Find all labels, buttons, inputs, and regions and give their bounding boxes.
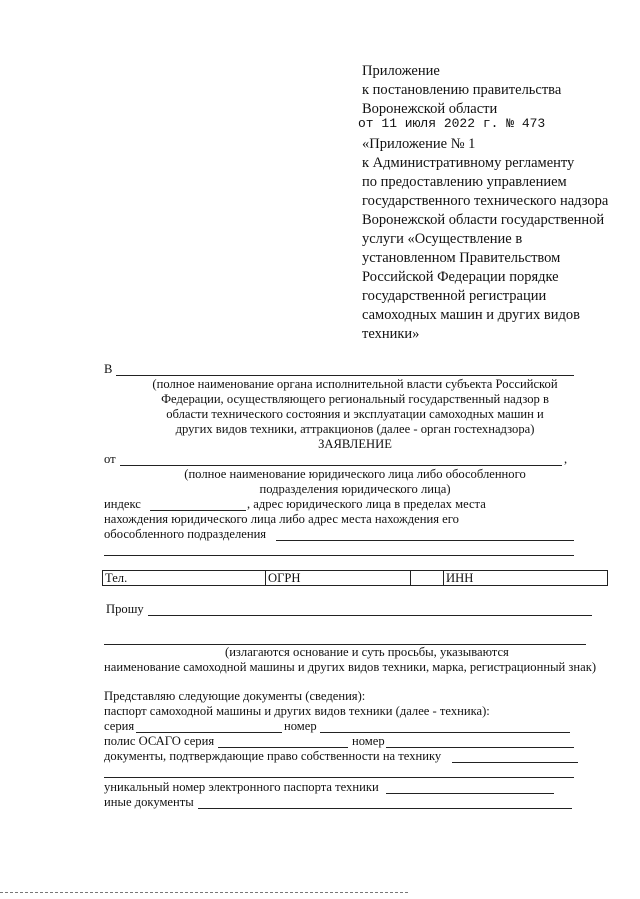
appendix-line-7: установленном Правительством [362,250,561,266]
request-note-2: наименование самоходной машины и других видов техники, марка, регистрационный знак) [104,660,597,674]
appendix-line-6: услуги «Осуществление в [362,231,523,247]
address-field-2[interactable] [104,555,574,556]
request-field-1[interactable] [148,615,592,616]
series-field[interactable] [136,732,282,733]
series-label: серия [104,719,135,733]
address-line-3: обособленного подразделения [104,527,267,541]
to-prefix: В [104,362,113,376]
ogrn-label: ОГРН [268,571,301,585]
epassport-field[interactable] [386,793,554,794]
to-note-1: (полное наименование органа исполнительной власти субъекта Российской [152,377,558,391]
to-field[interactable] [116,375,574,376]
index-field[interactable] [150,510,246,511]
appendix-line-2: к Административному регламенту [362,155,575,171]
address-field-1[interactable] [276,540,574,541]
from-suffix: , [564,452,568,466]
to-note-3: области технического состояния и эксплуатации самоходных машин и [166,407,544,421]
ownership-field-2[interactable] [104,777,574,778]
request-note-1: (излагаются основание и суть просьбы, указываются [225,645,509,659]
appendix-line-11: техники» [362,326,420,342]
appendix-line-1: «Приложение № 1 [362,136,476,152]
header-date-line: от 11 июля 2022 г. № 473 [358,116,546,131]
ownership-field-1[interactable] [452,762,578,763]
to-note-4: других видов техники, аттракционов (далее - орган гостехнадзора) [175,422,535,436]
to-note-2: Федерации, осуществляющего региональный государственный надзор в [161,392,549,406]
blank-cell[interactable] [411,571,444,586]
index-label: индекс [104,497,141,511]
other-docs-label: иные документы [104,795,194,809]
header-line-1: Приложение [362,63,440,79]
appendix-line-5: Воронежской области государственной [362,212,605,228]
scan-edge-line [0,892,408,893]
inn-label: ИНН [446,571,474,585]
epassport-label: уникальный номер электронного паспорта техники [104,780,379,794]
address-line-2: нахождения юридического лица либо адрес места нахождения его [104,512,459,526]
ogrn-cell[interactable] [266,571,411,586]
osago-series-field[interactable] [218,747,348,748]
address-line-1: , адрес юридического лица в пределах места [247,497,486,511]
form-title: ЗАЯВЛЕНИЕ [318,437,392,451]
contacts-table [102,570,608,586]
phone-label: Тел. [105,571,128,585]
osago-number-field[interactable] [386,747,574,748]
request-prefix: Прошу [106,602,144,616]
appendix-line-10: самоходных машин и других видов [362,307,580,323]
from-prefix: от [104,452,116,466]
appendix-line-3: по предоставлению управлением [362,174,567,190]
from-field[interactable] [120,465,562,466]
appendix-line-8: Российской Федерации порядке [362,269,559,285]
appendix-line-9: государственной регистрации [362,288,547,304]
docs-passport: паспорт самоходной машины и других видов техники (далее - техника): [104,704,490,718]
appendix-line-4: государственного технического надзора [362,193,609,209]
number-label: номер [284,719,317,733]
header-line-3: Воронежской области [362,101,498,117]
from-note-1: (полное наименование юридического лица либо обособленного [184,467,526,481]
docs-intro: Представляю следующие документы (сведения): [104,689,366,703]
other-docs-field[interactable] [198,808,572,809]
header-line-2: к постановлению правительства [362,82,562,98]
ownership-label: документы, подтверждающие право собственности на технику [104,749,442,763]
osago-number-label: номер [352,734,385,748]
phone-cell[interactable] [103,571,266,586]
inn-cell[interactable] [444,571,608,586]
from-note-2: подразделения юридического лица) [259,482,451,496]
number-field[interactable] [320,732,570,733]
osago-series-label: полис ОСАГО серия [104,734,215,748]
